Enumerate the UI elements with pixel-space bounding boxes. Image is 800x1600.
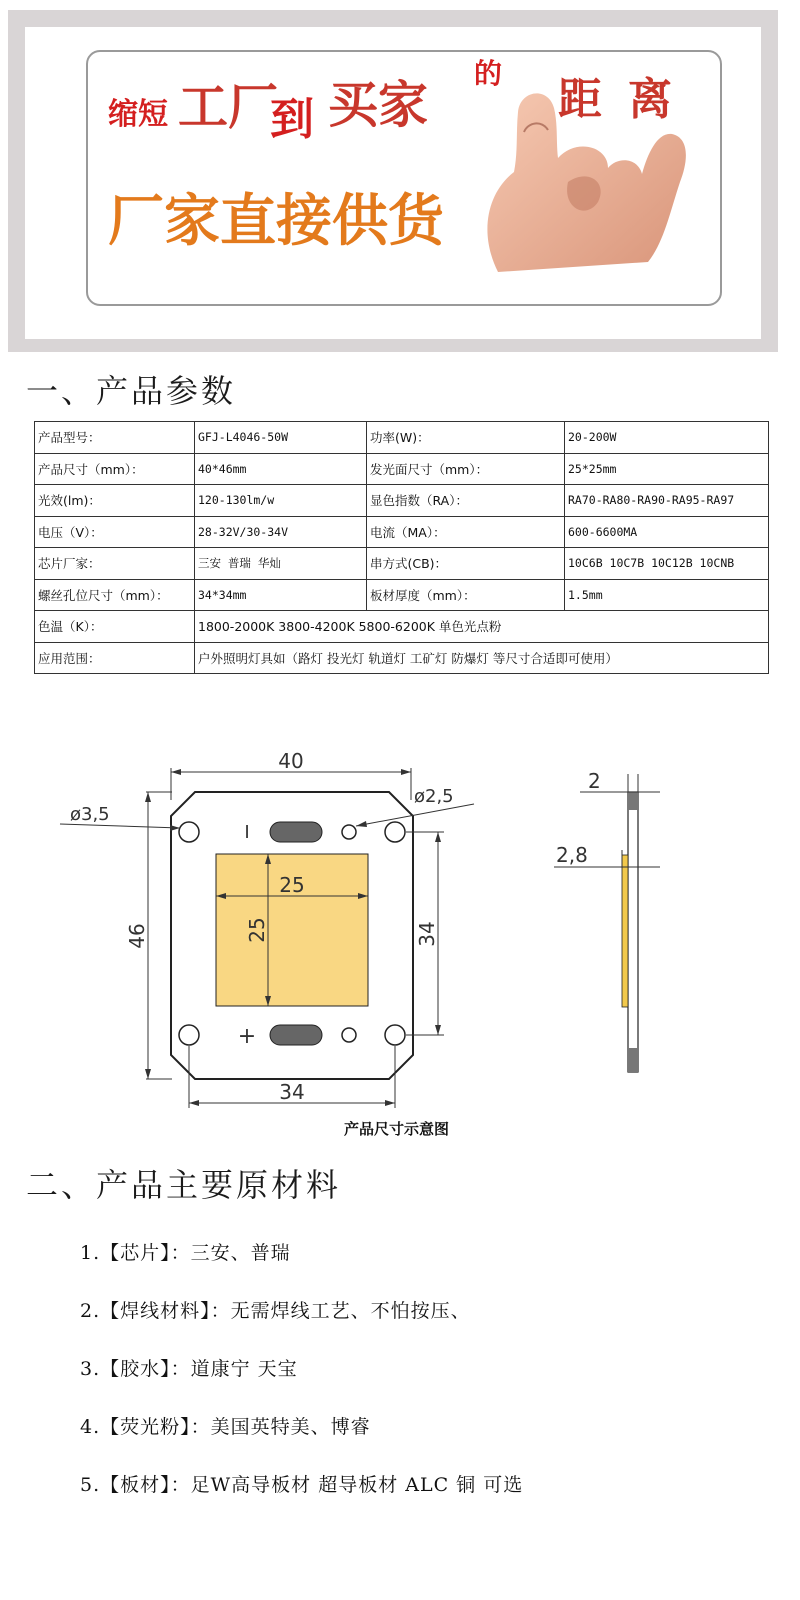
side-view-emitter — [622, 855, 628, 1007]
banner-text-distance-1: 距 — [558, 74, 602, 125]
solder-pad-negative — [270, 822, 322, 842]
dim-label-emitter-w: 25 — [279, 873, 305, 897]
banner-text-to: 到 — [270, 94, 314, 145]
param-value: 1800-2000K 3800-4200K 5800-6200K 单色光点粉 — [195, 611, 769, 643]
param-value: RA70-RA80-RA90-RA95-RA97 — [565, 485, 769, 517]
dim-label-width: 40 — [278, 749, 304, 773]
table-row — [35, 642, 769, 674]
dim-label-total: 2,8 — [556, 843, 588, 867]
polarity-minus: I — [244, 822, 250, 843]
table-row — [35, 611, 769, 643]
table-row — [35, 516, 769, 548]
banner-frame — [86, 50, 722, 306]
material-item: 1.【芯片】：三安、普瑞 — [80, 1242, 291, 1264]
mount-hole — [179, 822, 199, 842]
solder-pad-positive — [270, 1025, 322, 1045]
param-label: 产品尺寸（mm）： — [35, 453, 195, 485]
param-value: 600-6600MA — [565, 516, 769, 548]
param-label: 应用范围： — [35, 642, 195, 674]
mount-hole — [179, 1025, 199, 1045]
banner-inner — [25, 27, 761, 339]
material-item: 3.【胶水】：道康宁 天宝 — [80, 1358, 298, 1380]
table-row — [35, 579, 769, 611]
param-label: 板材厚度（mm）： — [367, 579, 565, 611]
param-value: 20-200W — [565, 422, 769, 454]
param-value: GFJ-L4046-50W — [195, 422, 367, 454]
param-label: 电压（V）： — [35, 516, 195, 548]
params-table — [34, 421, 769, 674]
param-value: 1.5mm — [565, 579, 769, 611]
small-hole — [342, 825, 356, 839]
mount-hole — [385, 822, 405, 842]
table-row — [35, 422, 769, 454]
table-row — [35, 548, 769, 580]
banner-text-distance-2: 离 — [628, 74, 672, 125]
param-value: 120-130lm/w — [195, 485, 367, 517]
side-view-board — [628, 792, 638, 1072]
drawing-caption: 产品尺寸示意图 — [344, 1120, 450, 1138]
banner-text-of: 的 — [474, 57, 503, 90]
section-title-parameters: 一、产品参数 — [26, 372, 237, 410]
param-label: 显色指数（RA）： — [367, 485, 565, 517]
param-label: 螺丝孔位尺寸（mm）： — [35, 579, 195, 611]
dim-label-hole-right: ø2,5 — [414, 786, 454, 807]
param-value: 40*46mm — [195, 453, 367, 485]
polarity-plus: + — [237, 1024, 257, 1049]
dim-label-thickness: 2 — [588, 769, 601, 793]
banner — [8, 10, 778, 352]
banner-text-factory: 工厂 — [178, 78, 278, 136]
dimension-drawing — [0, 730, 800, 1140]
dim-label-hole-left: ø3,5 — [70, 804, 110, 825]
param-label: 光效(lm)： — [35, 485, 195, 517]
dim-label-emitter-h: 25 — [245, 917, 269, 943]
banner-text-buyer: 买家 — [328, 76, 428, 134]
param-label: 芯片厂家： — [35, 548, 195, 580]
param-value: 25*25mm — [565, 453, 769, 485]
param-label: 发光面尺寸（mm）： — [367, 453, 565, 485]
param-label: 色温（K）： — [35, 611, 195, 643]
dim-label-height: 46 — [125, 923, 149, 949]
table-row — [35, 485, 769, 517]
param-value: 34*34mm — [195, 579, 367, 611]
param-value: 户外照明灯具如（路灯 投光灯 轨道灯 工矿灯 防爆灯 等尺寸合适即可使用） — [195, 642, 769, 674]
banner-text-shorten: 缩短 — [108, 97, 168, 132]
side-view-hatch — [628, 792, 638, 810]
mount-hole — [385, 1025, 405, 1045]
side-view-hatch — [628, 1048, 638, 1072]
material-item: 5.【板材】：足W高导板材 超导板材 ALC 铜 可选 — [80, 1474, 524, 1496]
param-label: 功率(W)： — [367, 422, 565, 454]
section-title-materials: 二、产品主要原材料 — [26, 1166, 342, 1204]
dim-label-pitch-v: 34 — [415, 921, 439, 947]
param-value: 三安 普瑞 华灿 — [195, 548, 367, 580]
banner-text-direct-supply: 厂家直接供货 — [108, 189, 444, 254]
material-item: 4.【荧光粉】：美国英特美、博睿 — [80, 1416, 371, 1438]
param-value: 28-32V/30-34V — [195, 516, 367, 548]
small-hole — [342, 1028, 356, 1042]
table-row — [35, 453, 769, 485]
material-item: 2.【焊线材料】：无需焊线工艺、不怕按压、 — [80, 1300, 471, 1322]
dim-label-pitch-h: 34 — [279, 1080, 305, 1104]
param-label: 产品型号： — [35, 422, 195, 454]
param-value: 10C6B 10C7B 10C12B 10CNB — [565, 548, 769, 580]
param-label: 电流（MA）： — [367, 516, 565, 548]
param-label: 串方式(CB)： — [367, 548, 565, 580]
